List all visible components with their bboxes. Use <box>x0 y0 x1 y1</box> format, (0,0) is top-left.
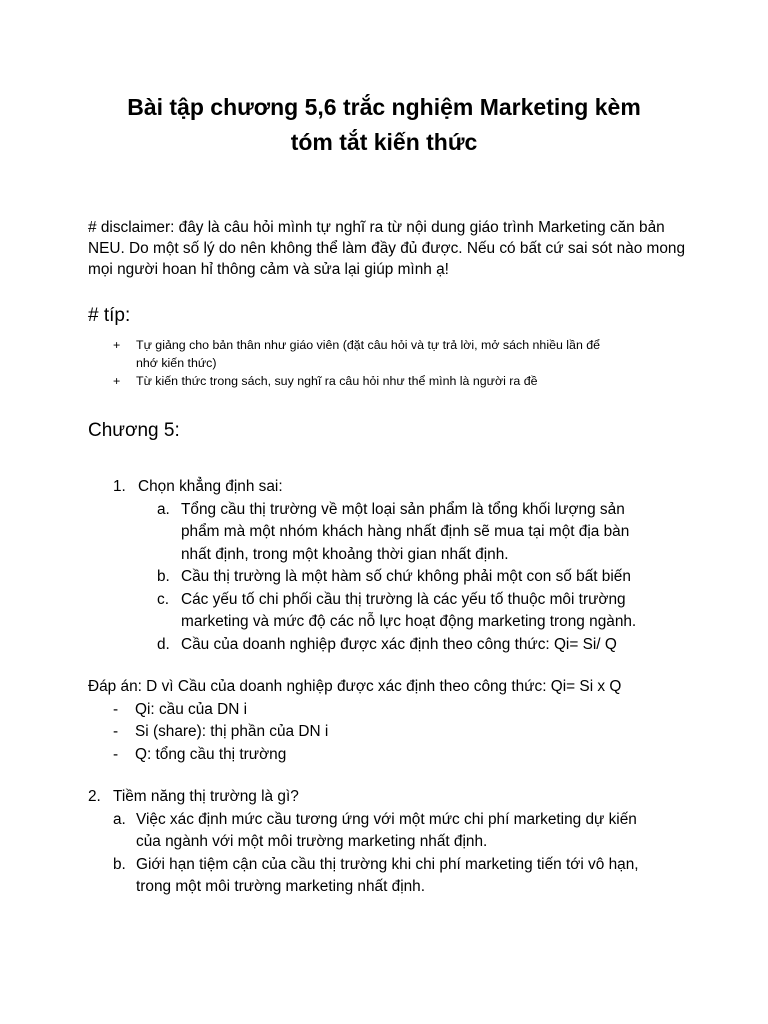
option-letter: b. <box>157 568 170 585</box>
option-text: marketing và mức độ các nỗ lực hoạt động marketing trong ngành. <box>181 613 637 630</box>
option-text: Cầu thị trường là một hàm số chứ không phải một con số bất biến <box>181 568 631 585</box>
option-text: Việc xác định mức cầu tương ứng với một mức chi phí marketing dự kiến <box>136 810 637 828</box>
question-number: 1. <box>113 478 126 495</box>
option-text: Cầu của doanh nghiệp được xác định theo công thức: Qi= Si/ Q <box>181 635 617 653</box>
option-d <box>88 634 708 657</box>
option-a <box>88 809 708 854</box>
option-letter: a. <box>157 500 170 518</box>
question-1 <box>88 476 708 656</box>
chapter-heading: Chương 5: <box>88 420 180 441</box>
dash-bullet: - <box>113 723 119 740</box>
option-text: của ngành với một môi trường marketing nhất định. <box>136 833 488 850</box>
option-text: Các yếu tố chi phối cầu thị trường là các yếu tố thuộc môi trường <box>181 590 626 608</box>
answer-list-item <box>88 744 708 767</box>
option-a <box>88 499 708 567</box>
option-letter: b. <box>113 855 126 873</box>
option-letter: a. <box>113 810 126 828</box>
option-letter: d. <box>157 635 170 653</box>
tip-text: Tự giảng cho bản thân như giáo viên (đặt câu hỏi và tự trả lời, mở sách nhiều lần để <box>136 338 601 352</box>
disclaimer-line: NEU. Do một số lý do nên không thể làm đầy đủ được. Nếu có bất cứ sai sót nào mong <box>88 240 686 257</box>
page-title <box>60 90 708 160</box>
disclaimer-line: # disclaimer: đây là câu hỏi mình tự nghĩ ra từ nội dung giáo trình Marketing căn bản <box>88 219 665 236</box>
option-text: Giới hạn tiệm cận của cầu thị trường khi chi phí marketing tiến tới vô hạn, <box>136 855 639 873</box>
tip-item <box>88 336 688 372</box>
plus-bullet: + <box>113 374 121 388</box>
answer-1 <box>88 676 708 766</box>
answer-text: Đáp án: D vì Cầu của doanh nghiệp được xác định theo công thức: Qi= Si x Q <box>88 678 622 695</box>
answer-item-text: Q: tổng cầu thị trường <box>135 745 287 763</box>
option-letter: c. <box>157 590 169 608</box>
dash-bullet: - <box>113 745 119 763</box>
option-text: trong một môi trường marketing nhất định. <box>136 878 426 895</box>
title-line-2: tóm tắt kiến thức <box>290 129 478 155</box>
tip-text: Từ kiến thức trong sách, suy nghĩ ra câu hỏi như thể mình là người ra đề <box>136 374 538 388</box>
tips-heading: # típ: <box>88 305 131 326</box>
answer-list-item <box>88 699 708 722</box>
option-c <box>88 589 708 634</box>
answer-item-text: Qi: cầu của DN i <box>135 700 248 718</box>
question-text: Chọn khẳng định sai: <box>138 478 283 495</box>
option-b <box>88 854 708 899</box>
plus-bullet: + <box>113 338 121 352</box>
tip-item <box>88 372 688 390</box>
option-text: phẩm mà một nhóm khách hàng nhất định sẽ mua tại một địa bàn <box>181 523 630 540</box>
dash-bullet: - <box>113 700 119 718</box>
tips-list <box>88 336 688 390</box>
disclaimer-line: mọi người hoan hỉ thông cảm và sửa lại giúp mình ạ! <box>88 261 449 278</box>
question-number: 2. <box>88 788 101 805</box>
question-text: Tiềm năng thị trường là gì? <box>113 788 299 805</box>
option-text: nhất định, trong một khoảng thời gian nhất định. <box>181 545 509 563</box>
tip-text: nhớ kiến thức) <box>136 356 217 370</box>
question-2 <box>88 786 708 899</box>
title-line-1: Bài tập chương 5,6 trắc nghiệm Marketing kèm <box>127 94 641 120</box>
answer-item-text: Si (share): thị phần của DN i <box>135 723 329 740</box>
option-text: Tổng cầu thị trường về một loại sản phẩm là tổng khối lượng sản <box>181 500 625 518</box>
disclaimer-paragraph <box>88 217 698 280</box>
answer-list-item <box>88 721 708 744</box>
option-b <box>88 566 708 589</box>
